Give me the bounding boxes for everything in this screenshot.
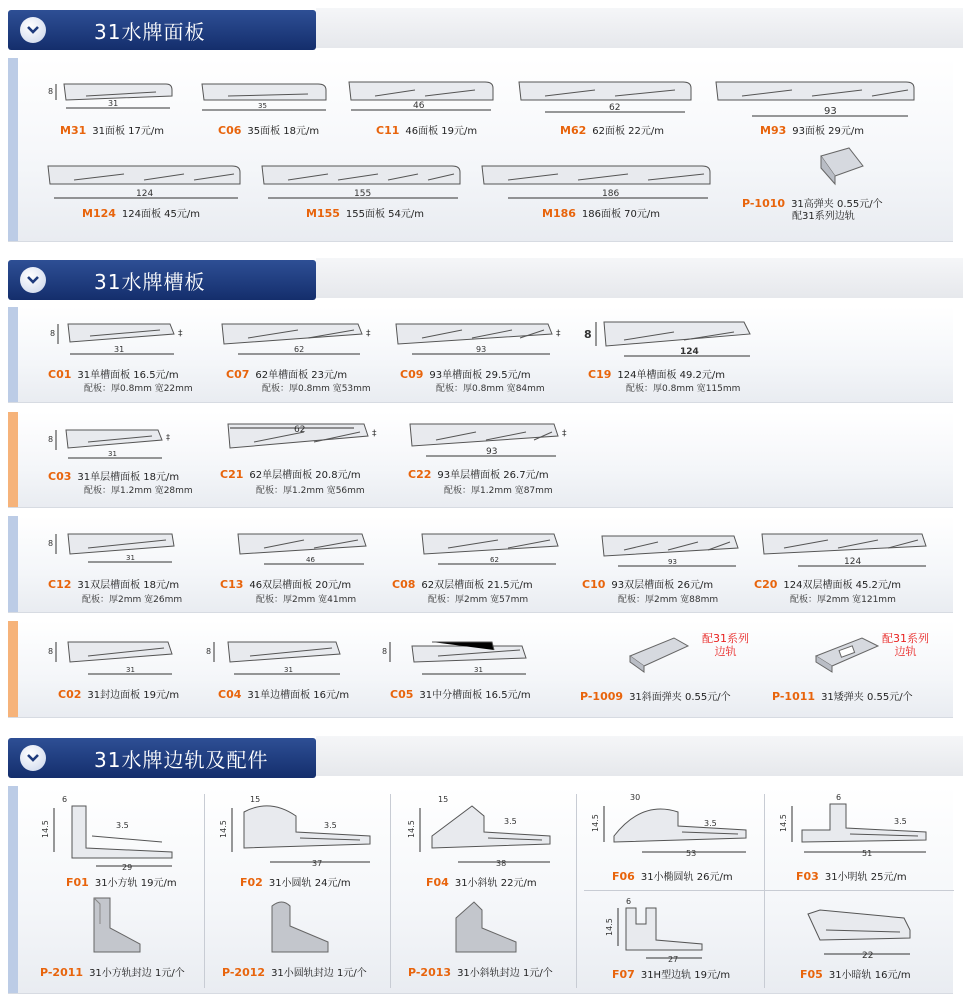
product-desc: 31单层槽面板 18元/m: [77, 472, 180, 483]
caption-c03: [48, 470, 179, 484]
caption-m124: [82, 207, 200, 221]
dim-width: 93: [668, 558, 677, 566]
product-desc: 31H型边轨 19元/m: [640, 970, 731, 981]
product-desc: 155面板 54元/m: [345, 209, 425, 220]
dim-top: 15: [438, 795, 449, 804]
plate-spec-c01: 配板：厚0.8mm 宽22mm: [84, 384, 193, 394]
dim-width: 31: [284, 666, 293, 674]
caption-f03: [796, 870, 907, 884]
caption-p1009: [580, 690, 731, 704]
svg-text:8: 8: [48, 539, 54, 548]
svg-text:8: 8: [382, 647, 388, 656]
product-code: C12: [48, 578, 72, 591]
caption-c21: [220, 468, 361, 482]
dim-width: 38: [496, 859, 507, 868]
product-desc: 93单层槽面板 26.7元/m: [437, 470, 549, 481]
product-desc: 62单槽面板 23元/m: [255, 370, 348, 381]
plate-spec-c20: 配板：厚2mm 宽121mm: [790, 595, 896, 605]
svg-text:‡: ‡: [166, 433, 170, 442]
profile-drawing-f05: [800, 904, 920, 964]
profile-drawing-c11: [345, 76, 497, 120]
plate-spec-c03: 配板：厚1.2mm 宽28mm: [84, 486, 193, 496]
dim-gap: 3.5: [504, 817, 517, 826]
dim-height: 8: [48, 87, 54, 96]
product-code: M186: [542, 207, 576, 220]
dim-width: 186: [602, 189, 620, 199]
product-desc: 186面板 70元/m: [581, 209, 661, 220]
dim-width: 31: [126, 554, 135, 562]
product-code: M31: [60, 124, 87, 137]
dim-top: 6: [626, 897, 632, 906]
caption-c06: [218, 124, 319, 138]
plate-spec-c10: 配板：厚2mm 宽88mm: [618, 595, 719, 605]
plate-spec-c19: 配板：厚0.8mm 宽115mm: [626, 384, 741, 394]
profile-drawing-c12: [48, 528, 184, 572]
panel-accent-bar: [8, 621, 18, 717]
product-code: C21: [220, 468, 244, 481]
section-header-slot-panels[interactable]: [8, 260, 316, 300]
product-code: F02: [240, 876, 263, 889]
compat-tag-p1011: [882, 632, 929, 658]
caption-m62: [560, 124, 664, 138]
plate-spec-c09: 配板：厚0.8mm 宽84mm: [436, 384, 545, 394]
product-code: F06: [612, 870, 635, 883]
profile-drawing-f03: [780, 790, 940, 862]
divider: [204, 794, 205, 988]
product-code: P-2012: [222, 966, 266, 979]
caption-c10: [582, 578, 713, 592]
product-desc: 35面板 18元/m: [247, 126, 320, 137]
caption-p1010-line2: 配31系列边轨: [792, 211, 855, 222]
product-code: F04: [426, 876, 449, 889]
product-desc: 31面板 17元/m: [92, 126, 165, 137]
caption-f06: [612, 870, 733, 884]
dim-width: 27: [668, 955, 679, 964]
profile-drawing-c09: [392, 316, 568, 362]
plate-spec-c21: 配板：厚1.2mm 宽56mm: [256, 486, 365, 496]
compat-tag-line: 边轨: [714, 645, 737, 658]
product-desc: 31小明轨 25元/m: [824, 872, 907, 883]
divider: [764, 794, 765, 988]
product-code: M124: [82, 207, 116, 220]
svg-text:‡: ‡: [366, 329, 371, 339]
profile-drawing-f06: [592, 790, 752, 862]
svg-text:8: 8: [48, 435, 54, 444]
product-code: M155: [306, 207, 340, 220]
product-code: F07: [612, 968, 635, 981]
dim-width: 29: [122, 863, 133, 872]
caption-c04: [218, 688, 349, 702]
profile-drawing-m186: [478, 160, 714, 206]
profile-drawing-m124: [44, 160, 244, 206]
clip-image-p1010: [815, 146, 867, 188]
svg-text:8: 8: [206, 647, 212, 656]
profile-drawing-c10: [598, 530, 748, 574]
plate-spec-c12: 配板：厚2mm 宽26mm: [82, 595, 183, 605]
divider: [584, 890, 954, 891]
product-code: C13: [220, 578, 244, 591]
compat-tag-line: 配31系列: [702, 632, 749, 645]
product-desc: 31中分槽面板 16.5元/m: [419, 690, 531, 701]
dim-width: 124: [680, 347, 699, 357]
caption-c02: [58, 688, 179, 702]
product-desc: 124双层槽面板 45.2元/m: [783, 580, 902, 591]
product-desc: 31小圆轨封边 1元/个: [271, 968, 367, 979]
dim-top: 6: [836, 793, 842, 802]
product-code: P-1011: [772, 690, 816, 703]
svg-text:8: 8: [48, 647, 54, 656]
product-desc: 124面板 45元/m: [121, 209, 201, 220]
profile-drawing-c04: [206, 636, 356, 682]
endcap-image-p2013: [452, 898, 522, 954]
product-desc: 31小斜轨 22元/m: [454, 878, 537, 889]
dim-height: 14.5: [605, 918, 614, 936]
profile-drawing-c21: [224, 418, 384, 466]
product-code: F05: [800, 968, 823, 981]
profile-drawing-f01: [42, 792, 182, 872]
caption-c08: [392, 578, 533, 592]
profile-drawing-m62: [515, 76, 695, 120]
product-code: C20: [754, 578, 778, 591]
svg-text:‡: ‡: [178, 329, 183, 339]
dim-width: 51: [862, 849, 873, 858]
caption-c22: [408, 468, 549, 482]
dim-width: 46: [413, 101, 425, 111]
profile-drawing-m93: [712, 76, 917, 124]
product-desc: 62双层槽面板 21.5元/m: [421, 580, 533, 591]
product-code: M93: [760, 124, 787, 137]
profile-drawing-m155: [258, 160, 463, 206]
caption-m93: [760, 124, 864, 138]
product-code: C07: [226, 368, 250, 381]
product-desc: 31单槽面板 16.5元/m: [77, 370, 179, 381]
section-title: 31水牌面板: [94, 19, 206, 44]
dim-width: 62: [490, 556, 499, 564]
dim-top: 6: [62, 795, 68, 804]
caption-c20: [754, 578, 901, 592]
section-header-face-panels[interactable]: [8, 10, 316, 50]
caption-p2011: [40, 966, 185, 980]
product-desc: 31斜面弹夹 0.55元/个: [629, 692, 731, 703]
compat-tag-line: 边轨: [894, 645, 917, 658]
dim-gap: 3.5: [704, 819, 717, 828]
dim-width: 53: [686, 849, 697, 858]
plate-spec-c08: 配板：厚2mm 宽57mm: [428, 595, 529, 605]
profile-drawing-c07: [218, 316, 378, 362]
dim-width: 93: [824, 106, 837, 117]
profile-drawing-f02: [220, 792, 380, 872]
product-code: C22: [408, 468, 432, 481]
section-header-bg: [316, 8, 963, 48]
profile-drawing-c22: [406, 418, 574, 466]
product-code: C09: [400, 368, 424, 381]
dim-width: 124: [136, 189, 154, 199]
dim-width: 35: [258, 102, 267, 110]
panel-accent-bar: [8, 516, 18, 612]
profile-drawing-c19: [584, 316, 754, 366]
panel-accent-bar: [8, 786, 18, 993]
product-code: M62: [560, 124, 587, 137]
dim-width: 93: [476, 345, 487, 354]
product-code: C10: [582, 578, 606, 591]
product-desc: 31小暗轨 16元/m: [828, 970, 911, 981]
dim-width: 62: [609, 103, 621, 113]
dim-gap: 3.5: [324, 821, 337, 830]
caption-p2013: [408, 966, 553, 980]
clip-image-p1009: [624, 632, 694, 676]
product-desc: 31封边面板 19元/m: [87, 690, 180, 701]
dim-top: 15: [250, 795, 261, 804]
dim-height: 14.5: [219, 820, 228, 838]
product-code: P-2011: [40, 966, 84, 979]
caption-m186: [542, 207, 660, 221]
panel-accent-bar: [8, 307, 18, 402]
product-code: F01: [66, 876, 89, 889]
dim-gap: 3.5: [116, 821, 129, 830]
compat-tag-line: 配31系列: [882, 632, 929, 645]
dim-width: 46: [306, 556, 315, 564]
caption-c11: [376, 124, 477, 138]
dim-height: 14.5: [41, 820, 50, 838]
section-header-bg: [316, 736, 963, 776]
dim-top: 30: [630, 793, 641, 802]
caption-m155: [306, 207, 424, 221]
panel-accent-bar: [8, 58, 18, 241]
caption-p2012: [222, 966, 367, 980]
product-desc: 31双层槽面板 18元/m: [77, 580, 180, 591]
caption-c07: [226, 368, 347, 382]
product-code: C05: [390, 688, 414, 701]
dim-width: 62: [294, 425, 306, 435]
endcap-image-p2011: [86, 894, 146, 954]
endcap-image-p2012: [266, 896, 336, 954]
dim-width: 155: [354, 189, 372, 199]
dim-width: 93: [486, 447, 498, 457]
caption-p1011: [772, 690, 913, 704]
product-desc: 31单边槽面板 16元/m: [247, 690, 350, 701]
profile-drawing-c20: [758, 528, 938, 576]
product-desc: 31小椭圆轨 26元/m: [640, 872, 733, 883]
dim-width: 22: [862, 951, 874, 961]
product-code: C01: [48, 368, 72, 381]
product-code: P-1009: [580, 690, 624, 703]
product-code: C11: [376, 124, 400, 137]
product-desc: 62单层槽面板 20.8元/m: [249, 470, 361, 481]
section-header-rails[interactable]: [8, 738, 316, 778]
plate-spec-c13: 配板：厚2mm 宽41mm: [256, 595, 357, 605]
profile-drawing-c03: [48, 420, 178, 466]
dim-height: 14.5: [591, 814, 600, 832]
product-code: P-1010: [742, 197, 786, 210]
profile-drawing-c02: [48, 636, 184, 682]
caption-f04: [426, 876, 537, 890]
product-code: C06: [218, 124, 242, 137]
plate-spec-c07: 配板：厚0.8mm 宽53mm: [262, 384, 371, 394]
svg-text:‡: ‡: [562, 429, 567, 439]
product-code: F03: [796, 870, 819, 883]
section-header-bg: [316, 258, 963, 298]
chevron-down-icon[interactable]: [20, 745, 46, 771]
dim-width: 124: [844, 557, 862, 567]
svg-text:‡: ‡: [372, 429, 377, 439]
profile-drawing-f04: [408, 792, 558, 872]
caption-f07: [612, 968, 730, 982]
caption-f02: [240, 876, 351, 890]
product-desc: 93面板 29元/m: [792, 126, 865, 137]
caption-c05: [390, 688, 531, 702]
product-code: C03: [48, 470, 72, 483]
dim-width: 37: [312, 859, 323, 868]
dim-width: 31: [126, 666, 135, 674]
section-title: 31水牌槽板: [94, 269, 206, 294]
product-desc: 62面板 22元/m: [592, 126, 665, 137]
product-desc: 31小斜轨封边 1元/个: [457, 968, 553, 979]
divider: [576, 794, 577, 988]
dim-width: 31: [114, 345, 125, 354]
product-desc: 93单槽面板 29.5元/m: [429, 370, 531, 381]
chevron-down-icon[interactable]: [20, 267, 46, 293]
divider: [390, 794, 391, 988]
profile-drawing-c08: [418, 528, 568, 572]
product-desc: 124单槽面板 49.2元/m: [617, 370, 726, 381]
panel-accent-bar: [8, 412, 18, 507]
dim-height: 14.5: [779, 814, 788, 832]
product-desc: 93双层槽面板 26元/m: [611, 580, 714, 591]
caption-f01: [66, 876, 177, 890]
dim-gap: 3.5: [894, 817, 907, 826]
caption-c01: [48, 368, 179, 382]
profile-drawing-c13: [234, 528, 374, 572]
caption-m31: [60, 124, 164, 138]
product-code: C08: [392, 578, 416, 591]
profile-drawing-c05: [382, 636, 542, 682]
clip-image-p1011: [810, 632, 884, 676]
product-code: C02: [58, 688, 82, 701]
dim-width: 31: [108, 450, 117, 458]
profile-drawing-c01: [50, 316, 190, 362]
product-desc: 31小圆轨 24元/m: [268, 878, 351, 889]
caption-p1010: [742, 197, 883, 211]
product-code: C19: [588, 368, 612, 381]
product-desc: 31矮弹夹 0.55元/个: [821, 692, 913, 703]
product-desc: 46面板 19元/m: [405, 126, 478, 137]
caption-c13: [220, 578, 351, 592]
dim-width: 31: [474, 666, 483, 674]
svg-text:‡: ‡: [556, 329, 561, 339]
chevron-down-icon[interactable]: [20, 17, 46, 43]
dim-width: 31: [108, 99, 119, 108]
product-desc: 31小方轨封边 1元/个: [89, 968, 185, 979]
caption-c12: [48, 578, 179, 592]
product-desc: 31小方轨 19元/m: [94, 878, 177, 889]
plate-spec-c22: 配板：厚1.2mm 宽87mm: [444, 486, 553, 496]
caption-c19: [588, 368, 725, 382]
product-desc: 31高弹夹 0.55元/个: [791, 199, 883, 210]
compat-tag-p1009: [702, 632, 749, 658]
product-code: P-2013: [408, 966, 452, 979]
caption-c09: [400, 368, 531, 382]
svg-text:8: 8: [50, 329, 56, 338]
product-code: C04: [218, 688, 242, 701]
product-desc: 46双层槽面板 20元/m: [249, 580, 352, 591]
section-title: 31水牌边轨及配件: [94, 747, 269, 772]
caption-f05: [800, 968, 911, 982]
profile-drawing-c06: [198, 78, 333, 118]
profile-drawing-f07: [606, 894, 706, 966]
dim-width: 62: [294, 345, 305, 354]
dim-height: 14.5: [407, 820, 416, 838]
profile-drawing-m31: [46, 78, 176, 118]
svg-text:8: 8: [584, 328, 592, 341]
